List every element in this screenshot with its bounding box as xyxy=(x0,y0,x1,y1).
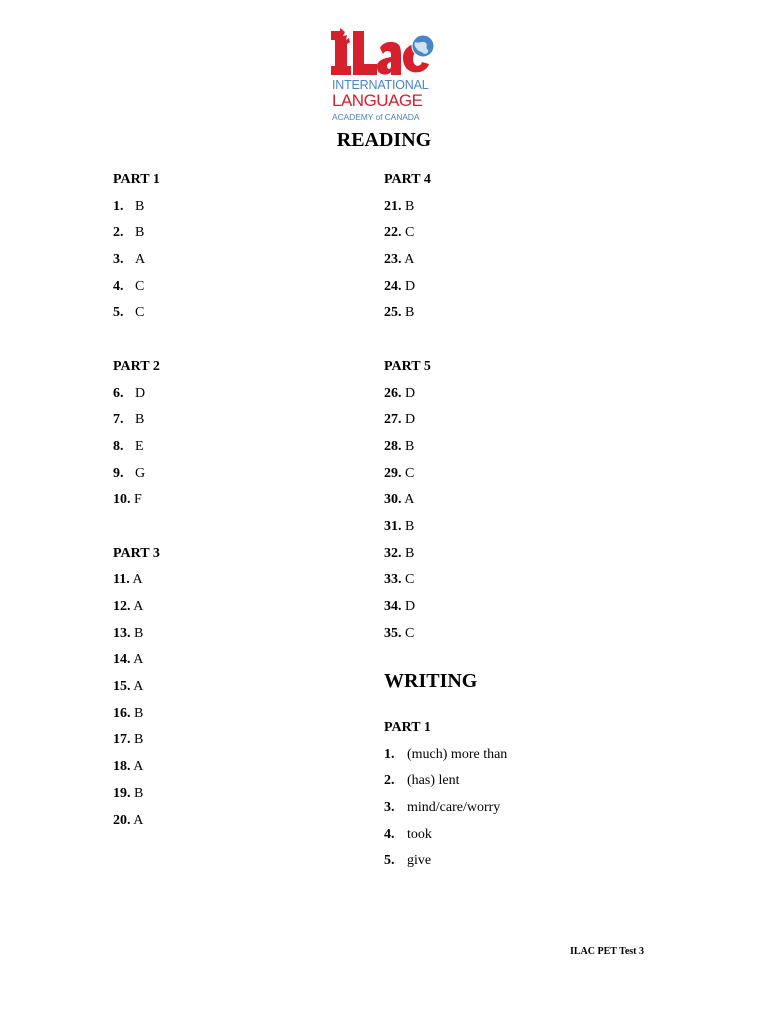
writing-answer-row xyxy=(384,771,507,798)
question-number: 5. xyxy=(384,853,395,869)
answer-row xyxy=(113,197,353,224)
answer-value: mind/care/worry xyxy=(407,800,501,816)
question-number: 2. xyxy=(384,773,395,789)
answer-row xyxy=(113,490,353,517)
answer-value: F xyxy=(134,492,142,508)
question-number: 32. xyxy=(384,545,402,561)
answer-row xyxy=(113,677,353,704)
answer-value: B xyxy=(405,305,415,321)
answer-value: A xyxy=(404,492,415,508)
answer-row xyxy=(384,197,644,224)
answer-row xyxy=(113,570,353,597)
writing-part-title: PART 1 xyxy=(384,720,431,735)
answer-value: D xyxy=(135,385,146,401)
part-title: PART 4 xyxy=(384,172,431,187)
answer-value: A xyxy=(133,812,144,828)
answer-row xyxy=(113,704,353,731)
answer-row xyxy=(113,757,353,784)
answer-value: give xyxy=(407,853,432,869)
question-number: 15. xyxy=(113,679,131,695)
question-number: 13. xyxy=(113,625,131,641)
answer-row xyxy=(384,250,644,277)
writing-answer-row xyxy=(384,798,507,825)
question-number: 8. xyxy=(113,438,124,454)
writing-answer-row xyxy=(384,825,507,852)
question-number: 1. xyxy=(113,198,124,214)
answer-row xyxy=(113,730,353,757)
answer-row xyxy=(113,277,353,304)
question-number: 5. xyxy=(113,305,124,321)
answer-value: (has) lent xyxy=(407,773,460,789)
question-number: 21. xyxy=(384,198,402,214)
question-number: 14. xyxy=(113,652,131,668)
answer-row xyxy=(113,303,353,330)
part-title: PART 5 xyxy=(384,358,431,374)
answer-value: D xyxy=(405,278,416,294)
answer-value: B xyxy=(135,412,145,428)
answer-row xyxy=(113,650,353,677)
question-number: 31. xyxy=(384,518,402,534)
answer-row xyxy=(384,277,644,304)
question-number: 2. xyxy=(113,225,124,241)
answer-row xyxy=(384,384,644,411)
answer-value: A xyxy=(133,652,144,668)
answer-row xyxy=(113,464,353,491)
part-title: PART 2 xyxy=(113,358,160,374)
ilac-wordmark-logo xyxy=(331,28,437,76)
answer-value: A xyxy=(133,599,144,614)
reading-right-column xyxy=(384,170,644,650)
question-number: 10. xyxy=(113,492,131,508)
answer-value: B xyxy=(134,705,144,721)
answer-value: C xyxy=(405,225,415,241)
question-number: 23. xyxy=(384,252,402,268)
ilac-logo xyxy=(331,28,439,128)
answer-row xyxy=(113,223,353,250)
question-number: 22. xyxy=(384,225,402,241)
answer-value: D xyxy=(405,599,416,614)
question-number: 34. xyxy=(384,599,402,614)
page-footer: ILAC PET Test 3 xyxy=(570,946,645,957)
question-number: 25. xyxy=(384,305,402,321)
answer-value: A xyxy=(133,759,144,775)
question-number: 12. xyxy=(113,599,131,614)
question-number: 33. xyxy=(384,572,402,588)
answer-row xyxy=(113,410,353,437)
section-spacer xyxy=(113,330,353,357)
answer-row xyxy=(384,410,644,437)
question-number: 9. xyxy=(113,465,124,481)
answer-value: took xyxy=(407,826,432,842)
answer-row xyxy=(384,570,644,597)
reading-left-column xyxy=(113,170,353,837)
question-number: 26. xyxy=(384,385,402,401)
question-number: 29. xyxy=(384,465,402,481)
answer-row xyxy=(384,437,644,464)
writing-answer-row xyxy=(384,745,507,772)
question-number: 20. xyxy=(113,812,131,828)
question-number: 35. xyxy=(384,625,402,641)
reading-title: READING xyxy=(336,129,432,151)
section-spacer xyxy=(384,330,644,357)
logo-line-international: INTERNATIONAL xyxy=(332,78,429,92)
answer-value: B xyxy=(405,518,415,534)
question-number: 18. xyxy=(113,759,131,775)
answer-row xyxy=(384,624,644,651)
answer-value: A xyxy=(404,252,415,268)
answer-value: B xyxy=(405,545,415,561)
writing-part-1 xyxy=(384,718,507,878)
answer-value: B xyxy=(134,625,144,641)
answer-value: B xyxy=(134,785,144,801)
logo-line-language: LANGUAGE xyxy=(332,91,423,110)
answer-value: A xyxy=(135,252,146,268)
question-number: 28. xyxy=(384,438,402,454)
answer-row xyxy=(113,250,353,277)
answer-row xyxy=(384,223,644,250)
question-number: 7. xyxy=(113,412,124,428)
answer-value: A xyxy=(133,679,144,695)
answer-value: B xyxy=(405,438,415,454)
answer-value: E xyxy=(135,438,144,454)
answer-row xyxy=(113,437,353,464)
part-title: PART 1 xyxy=(113,172,160,187)
answer-value: C xyxy=(405,465,415,481)
question-number: 19. xyxy=(113,785,131,801)
answer-row xyxy=(384,490,644,517)
answer-value: C xyxy=(405,625,415,641)
question-number: 4. xyxy=(113,278,124,294)
answer-value: B xyxy=(134,732,144,748)
question-number: 3. xyxy=(384,800,395,816)
question-number: 24. xyxy=(384,278,402,294)
question-number: 6. xyxy=(113,385,124,401)
answer-value: G xyxy=(135,465,146,481)
question-number: 30. xyxy=(384,492,402,508)
answer-row xyxy=(384,517,644,544)
answer-value: D xyxy=(405,385,416,401)
answer-row xyxy=(113,811,353,838)
part-title: PART 3 xyxy=(113,545,160,561)
answer-row xyxy=(113,597,353,624)
answer-value: A xyxy=(132,572,143,588)
question-number: 3. xyxy=(113,252,124,268)
answer-value: B xyxy=(135,225,145,241)
question-number: 1. xyxy=(384,746,395,762)
answer-value: B xyxy=(405,198,415,214)
question-number: 11. xyxy=(113,572,130,588)
writing-answer-row xyxy=(384,851,507,878)
answer-value: B xyxy=(135,198,145,214)
answer-row xyxy=(113,624,353,651)
answer-row xyxy=(113,384,353,411)
answer-value: (much) more than xyxy=(407,746,508,762)
answer-row xyxy=(384,303,644,330)
question-number: 17. xyxy=(113,732,131,748)
answer-row xyxy=(113,784,353,811)
question-number: 4. xyxy=(384,826,395,842)
answer-value: C xyxy=(135,278,145,294)
answer-value: C xyxy=(405,572,415,588)
answer-value: C xyxy=(135,305,145,321)
logo-line-academy: ACADEMY of CANADA xyxy=(332,112,420,122)
answer-value: D xyxy=(405,412,416,428)
answer-row xyxy=(384,597,644,624)
section-spacer xyxy=(113,517,353,544)
answer-row xyxy=(384,464,644,491)
question-number: 16. xyxy=(113,705,131,721)
writing-title: WRITING xyxy=(384,670,478,692)
question-number: 27. xyxy=(384,412,402,428)
answer-row xyxy=(384,544,644,571)
